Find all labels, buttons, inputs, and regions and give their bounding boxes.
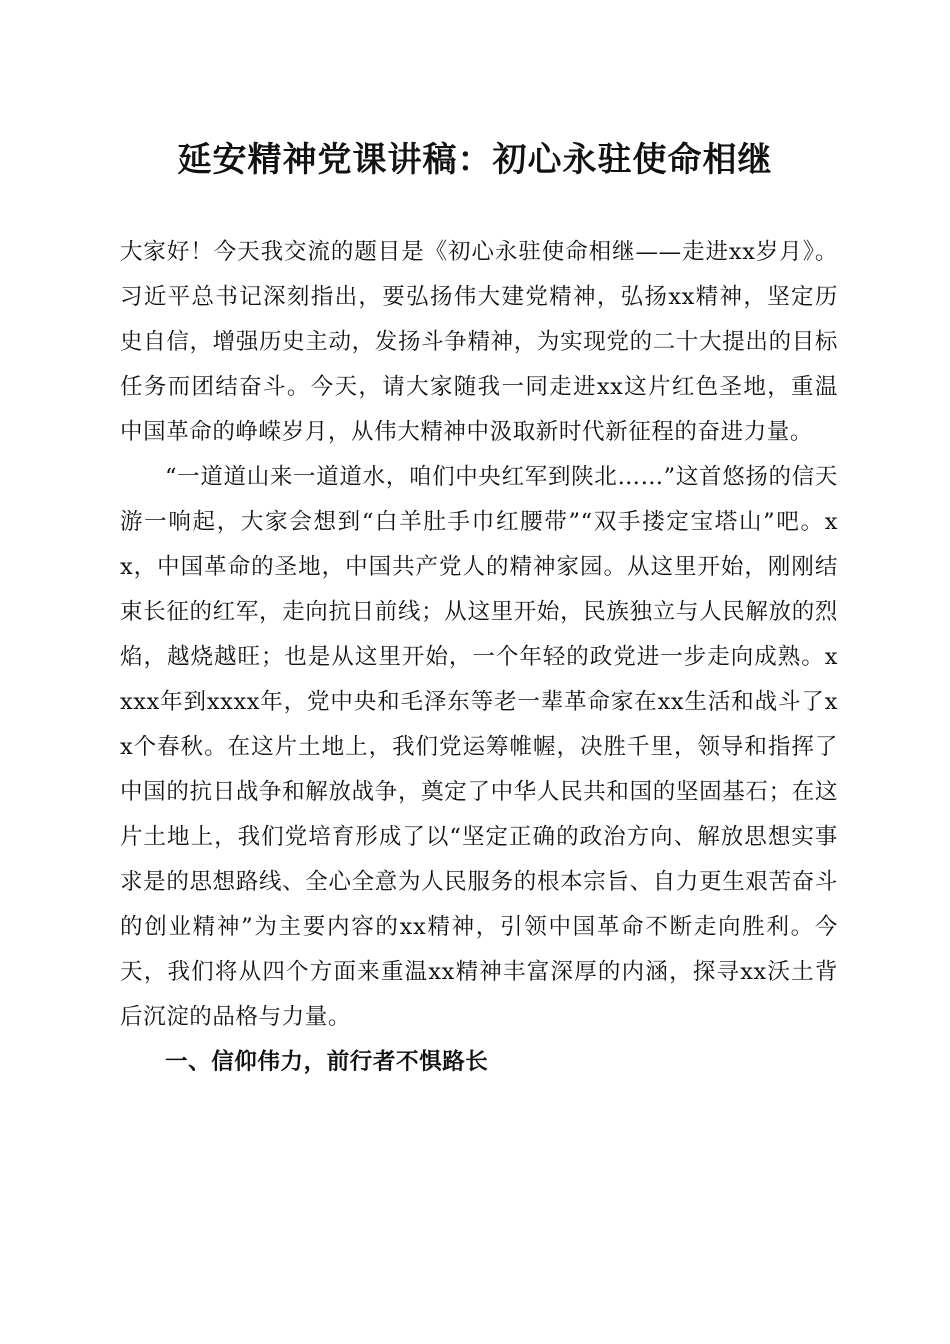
document-title: 延安精神党课讲稿：初心永驻使命相继	[177, 140, 773, 180]
intro-paragraph: 大家好！今天我交流的题目是《初心永驻使命相继——走进xx岁月》。习近平总书记深刻指出，要弘扬伟大建党精神，弘扬xx精神，坚定历史自信，增强历史主动，发扬斗争精神，为实现党的二十大提出的目标任务而团结奋斗。今天，请大家随我一同走进xx这片红色圣地，重温中国革命的峥嵘岁月，从伟大精神中汲取新时代新征程的奋进力量。	[120, 239, 838, 445]
section-heading: 一、信仰伟力，前行者不惧路长	[165, 1049, 489, 1075]
document-body	[120, 230, 838, 1085]
body-paragraph: “一道道山来一道道水，咱们中央红军到陕北……”这首悠扬的信天游一响起，大家会想到“白羊肚手巾红腰带”“双手搂定宝塔山”吧。xx，中国革命的圣地，中国共产党人的精神家园。从这里开始，刚刚结束长征的红军，走向抗日前线；从这里开始，民族独立与人民解放的烈焰，越烧越旺；也是从这里开始，一个年轻的政党进一步走向成熟。xxxx年到xxxx年，党中央和毛泽东等老一辈革命家在xx生活和战斗了xx个春秋。在这片土地上，我们党运筹帷幄，决胜千里，领导和指挥了中国的抗日战争和解放战争，奠定了中华人民共和国的坚固基石；在这片土地上，我们党培育形成了以“坚定正确的政治方向、解放思想实事求是的思想路线、全心全意为人民服务的根本宗旨、自力更生艰苦奋斗的创业精神”为主要内容的xx精神，引领中国革命不断走向胜利。今天，我们将从四个方面来重温xx精神丰富深厚的内涵，探寻xx沃土背后沉淀的品格与力量。	[120, 464, 838, 1030]
